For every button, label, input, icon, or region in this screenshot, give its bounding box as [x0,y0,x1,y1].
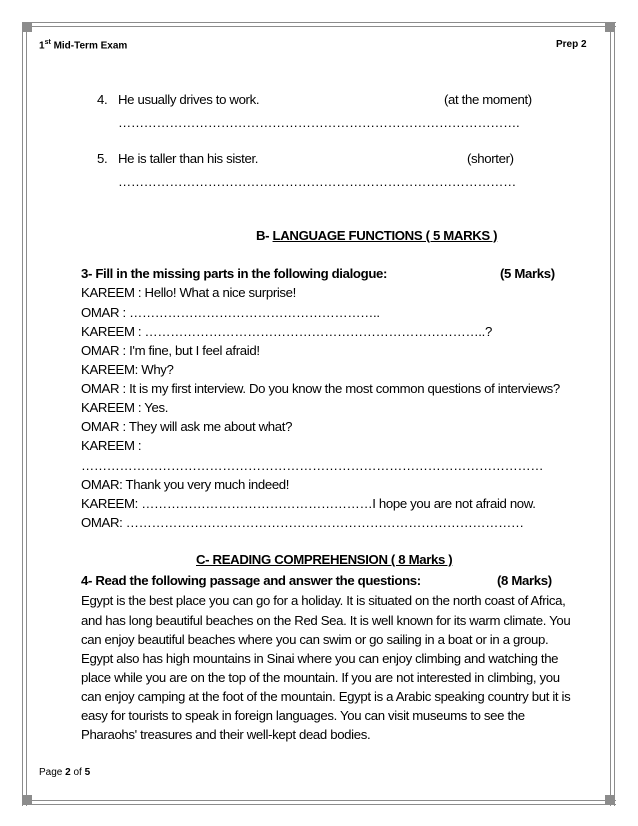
passage-line: Egypt also has high mountains in Sinai where you can enjoy climbing and watching the [81,651,559,666]
q4-reading-title: 4- Read the following passage and answer the questions: [81,573,421,588]
page-border-right [610,22,615,806]
q5-answer-blank: ………………………………………………………………………………… [118,174,516,189]
q4-text: He usually drives to work. [118,92,260,107]
passage-line: and has long beautiful beaches on the Red Sea. It is well known for its warm climate. You [81,613,571,628]
dialogue-line: KAREEM : Yes. [81,400,169,415]
exam-title-text: Mid-Term Exam [50,40,128,52]
q5-hint: (shorter) [467,151,514,166]
dialogue-line: KAREEM: ………………………………………………I hope you are not afraid now. [81,496,536,511]
section-c-heading: C- READING COMPREHENSION ( 8 Marks ) [196,552,453,567]
q3-marks: (5 Marks) [500,266,555,281]
dialogue-line: KAREEM : Hello! What a nice surprise! [81,285,296,300]
dialogue-line: ……………………………………………………………………………………………… [81,458,544,473]
total-pages: 5 [84,767,91,778]
exam-number-suffix: st [44,39,51,46]
section-b-title: LANGUAGE FUNCTIONS ( 5 MARKS ) [272,228,498,243]
page-prefix: Page [39,767,66,778]
q4-hint: (at the moment) [444,92,532,107]
section-b-heading [256,228,497,243]
q3-title: 3- Fill in the missing parts in the following dialogue: [81,266,388,281]
dialogue-line: OMAR : They will ask me about what? [81,419,293,434]
corner-bottom-left [22,795,32,805]
dialogue-line: OMAR : ………………………………………………….. [81,305,380,320]
dialogue-line: KAREEM : [81,438,142,453]
passage-line: can enjoy camping at the foot of the mountain. Egypt is a Arabic speaking country but it is [81,689,571,704]
q5-text: He is taller than his sister. [118,151,259,166]
page-border-left [22,22,27,806]
passage-line: can enjoy beautiful beaches where you can swim or go sailing in a boat or in a group. [81,632,549,647]
dialogue-line: OMAR : It is my first interview. Do you know the most common questions of interviews? [81,381,560,396]
grade-label: Prep 2 [556,39,587,50]
passage-line: place while you are on the top of the mountain. If you are not interested in climbing, you [81,670,560,685]
passage-line: Egypt is the best place you can go for a holiday. It is situated on the north coast of Africa, [81,593,566,608]
page-number [39,767,90,778]
passage-line: Pharaohs' treasures and their well-kept dead bodies. [81,727,371,742]
corner-bottom-right [605,795,615,805]
passage-line: easy for tourists to speak in foreign languages. You can visit museums to see the [81,708,525,723]
q4-reading-marks: (8 Marks) [497,573,552,588]
dialogue-line: KAREEM : ……………………………………………………………………..? [81,324,492,339]
dialogue-line: OMAR: Thank you very much indeed! [81,477,290,492]
current-page: 2 [65,767,71,778]
dialogue-line: KAREEM: Why? [81,362,174,377]
page-border-bottom [22,800,616,805]
exam-number: 1 [39,40,45,52]
corner-top-left [22,22,32,32]
page-of: of [70,767,85,778]
q5-number: 5. [97,151,108,166]
q4-number: 4. [97,92,108,107]
corner-top-right [605,22,615,32]
q4-answer-blank: …………………………………………………………………………………. [118,115,520,130]
dialogue-line: OMAR : I'm fine, but I feel afraid! [81,343,260,358]
dialogue-line: OMAR: ………………………………………………………………………………… [81,515,524,530]
section-b-prefix: B- [256,228,270,243]
exam-title [39,39,127,51]
page-border-top [22,22,616,27]
